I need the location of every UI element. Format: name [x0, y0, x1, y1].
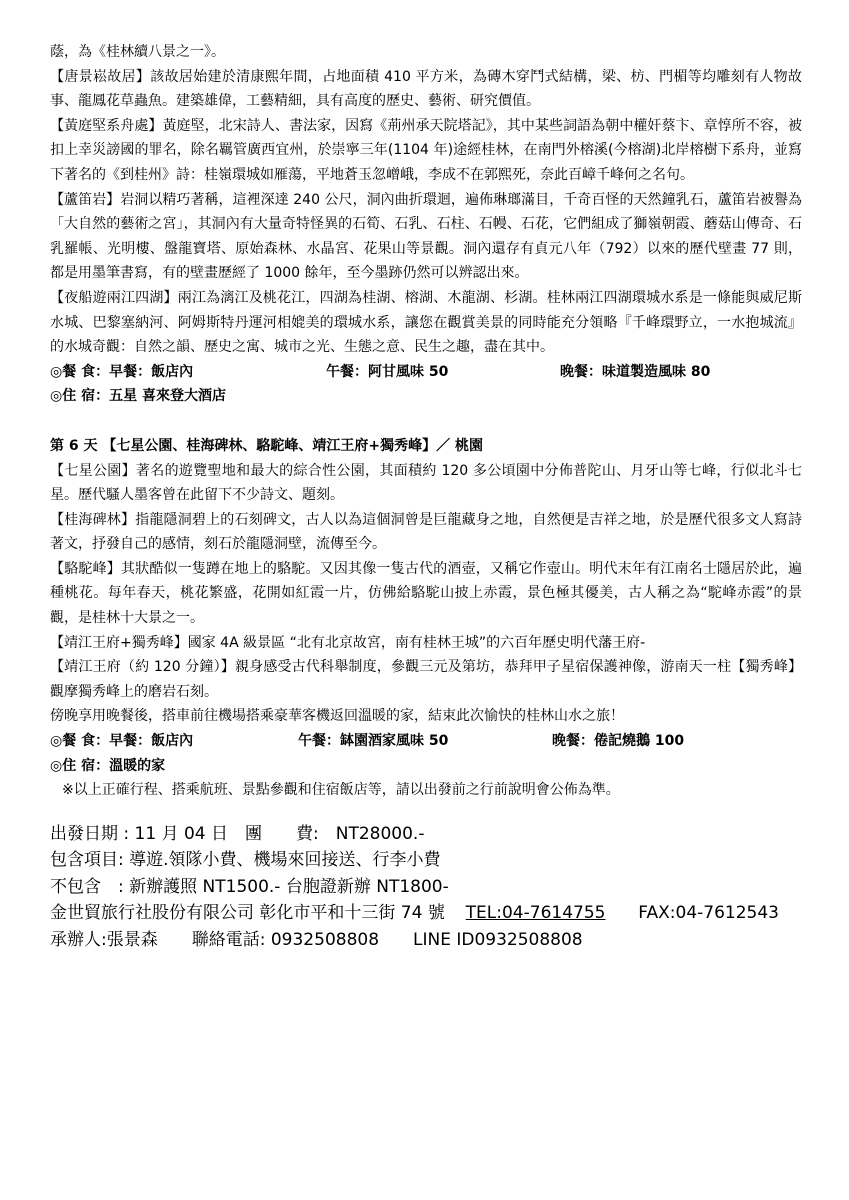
itinerary-page: [50, 40, 802, 953]
company-line: [50, 900, 802, 927]
day5-meals: [50, 360, 802, 385]
day6-paragraph-seven-star-park: 【七星公園】著名的遊覽聖地和最大的綜合性公園，其面積約 120 多公頃園中分佈普陀山、月牙山等七峰，行似北斗七星。歷代騷人墨客曾在此留下不少詩文、題刻。: [50, 462, 802, 504]
excluded-items-line: 不包含 : 新辦護照 NT1500.- 台胞證新辦 NT1800-: [50, 876, 449, 897]
included-items-line: 包含項目: 導遊.領隊小費、機場來回接送、行李小費: [50, 850, 441, 871]
day5-paragraph-night-cruise: 【夜船遊兩江四湖】兩江為漓江及桃花江，四湖為桂湖、榕湖、木龍湖、杉湖。桂林兩江四湖環城水系是一條能與威尼斯水城、巴黎塞納河、阿姆斯特丹運河相媲美的環城水系，讓您在觀賞美景的同時能充分領略『千峰環野立，一水抱城流』的水城奇觀：自然之韻、歷史之寓、城市之光、生態之意、民生之趣，盡在其中。: [50, 289, 802, 356]
day6-meals-dinner: 晚餐：倦記燒鵝 100: [552, 733, 685, 750]
day5-paragraph-tang-residence: 【唐景崧故居】該故居始建於清康熙年間，占地面積 410 平方米，為磚木穿鬥式結構，梁、枋、門楣等均雕刻有人物故事、龍鳳花草蟲魚。建築雄偉，工藝精細，具有高度的歷史、藝術、研究價值。: [50, 68, 802, 110]
company-name-address: 金世貿旅行社股份有限公司 彰化市平和十三街 74 號: [50, 903, 445, 924]
tel-link[interactable]: TEL:04-7614755: [465, 903, 606, 924]
day6-paragraph-guihai-steles: 【桂海碑林】指龍隱洞碧上的石刻碑文，古人以為這個洞曾是巨龍藏身之地，自然便是吉祥之地，於是歷代很多文人寫詩著文，抒發自己的感情，刻石於龍隱洞壁，流傳至今。: [50, 511, 802, 553]
contact-line: 承辦人:張景森 聯絡電話: 0932508808 LINE ID0932508808: [50, 929, 583, 950]
day6-meals: [50, 729, 802, 754]
day5-paragraph-reed-flute-cave: 【蘆笛岩】岩洞以精巧著稱，這裡深達 240 公尺，洞內曲折環迴，遍佈琳瑯滿目，千奇百怪的天然鐘乳石，蘆笛岩被譽為「大自然的藝術之宮」，其洞內有大量奇特怪異的石筍、石乳、石柱、石幔、石花，它們組成了獅嶺朝霞、蘑菇山傳奇、石乳羅帳、光明樓、盤龍寶塔、原始森林、水晶宮、花果山等景觀。洞內還存有貞元八年（792）以來的歷代壁畫 77 則，都是用墨筆書寫，有的壁畫歷經了 1000 餘年，至今墨跡仍然可以辨認出來。: [50, 191, 802, 282]
day6-paragraph-jingjiang-detail: 【靖江王府（約 120 分鐘）】親身感受古代科舉制度，參觀三元及第坊，恭拜甲子星宿保護神像，游南天一柱【獨秀峰】觀摩獨秀峰上的磨岩石刻。: [50, 659, 802, 700]
day5-meals-lunch: 午餐：阿甘風味 50: [326, 363, 449, 380]
day5-meals-breakfast: ◎餐 食：早餐：飯店內: [50, 363, 194, 380]
day6-title: 第 6 天 【七星公園、桂海碑林、駱駝峰、靖江王府+獨秀峰】／ 桃園: [50, 437, 483, 454]
intro-tail-text: 蔭，為《桂林續八景之一》。: [50, 44, 225, 60]
departure-price-line: 出發日期 : 11 月 04 日 團 費: NT28000.-: [50, 823, 425, 844]
day5-hotel: ◎住 宿：五星 喜來登大酒店: [50, 388, 226, 405]
day6-paragraph-jingjiang-header: 【靖江王府+獨秀峰】國家 4A 級景區 “北有北京故宮，南有桂林王城”的六百年歷史明代藩王府-: [50, 634, 646, 651]
day6-paragraph-camel-hill: 【駱駝峰】其狀酷似一隻蹲在地上的駱駝。又因其像一隻古代的酒壺，又稱它作壺山。明代末年有江南名士隱居於此，遍種桃花。每年春天，桃花繁盛，花開如紅霞一片，仿佛給駱駝山披上赤霞，景色極其優美，古人稱之為“駝峰赤霞”的景觀，是桂林十大景之一。: [50, 560, 802, 627]
tour-info-block: [50, 821, 802, 954]
day5-meals-dinner: 晚餐：味道製造風味 80: [560, 363, 711, 380]
day6-hotel: ◎住 宿：溫暖的家: [50, 757, 166, 774]
day6-meals-breakfast: ◎餐 食：早餐：飯店內: [50, 733, 194, 750]
day6-meals-lunch: 午餐：缽園酒家風味 50: [298, 733, 449, 750]
day6-paragraph-return: 傍晚享用晚餐後，搭車前往機場搭乘豪華客機返回溫暖的家，結束此次愉快的桂林山水之旅！: [50, 708, 624, 725]
disclaimer-note: ※以上正確行程、搭乘航班、景點參觀和住宿飯店等，請以出發前之行前說明會公佈為準。: [62, 782, 620, 799]
fax-number: FAX:04-7612543: [638, 903, 779, 924]
day5-paragraph-huang-boat: 【黃庭堅系舟處】黃庭堅，北宋詩人、書法家，因寫《荊州承天院塔記》，其中某些詞語為朝中權奸蔡卞、章惇所不容，被扣上幸災謗國的罪名，除名羈管廣西宜州，於崇寧三年(1104 年)途經桂林，在南門外榕溪(今榕湖)北岸榕樹下系舟，並寫下著名的《到桂州》詩：桂嶺環城如雁蕩，平地蒼玉忽嶒峨，李成不在郭熙死，奈此百嶂千峰何之名句。: [50, 117, 802, 183]
